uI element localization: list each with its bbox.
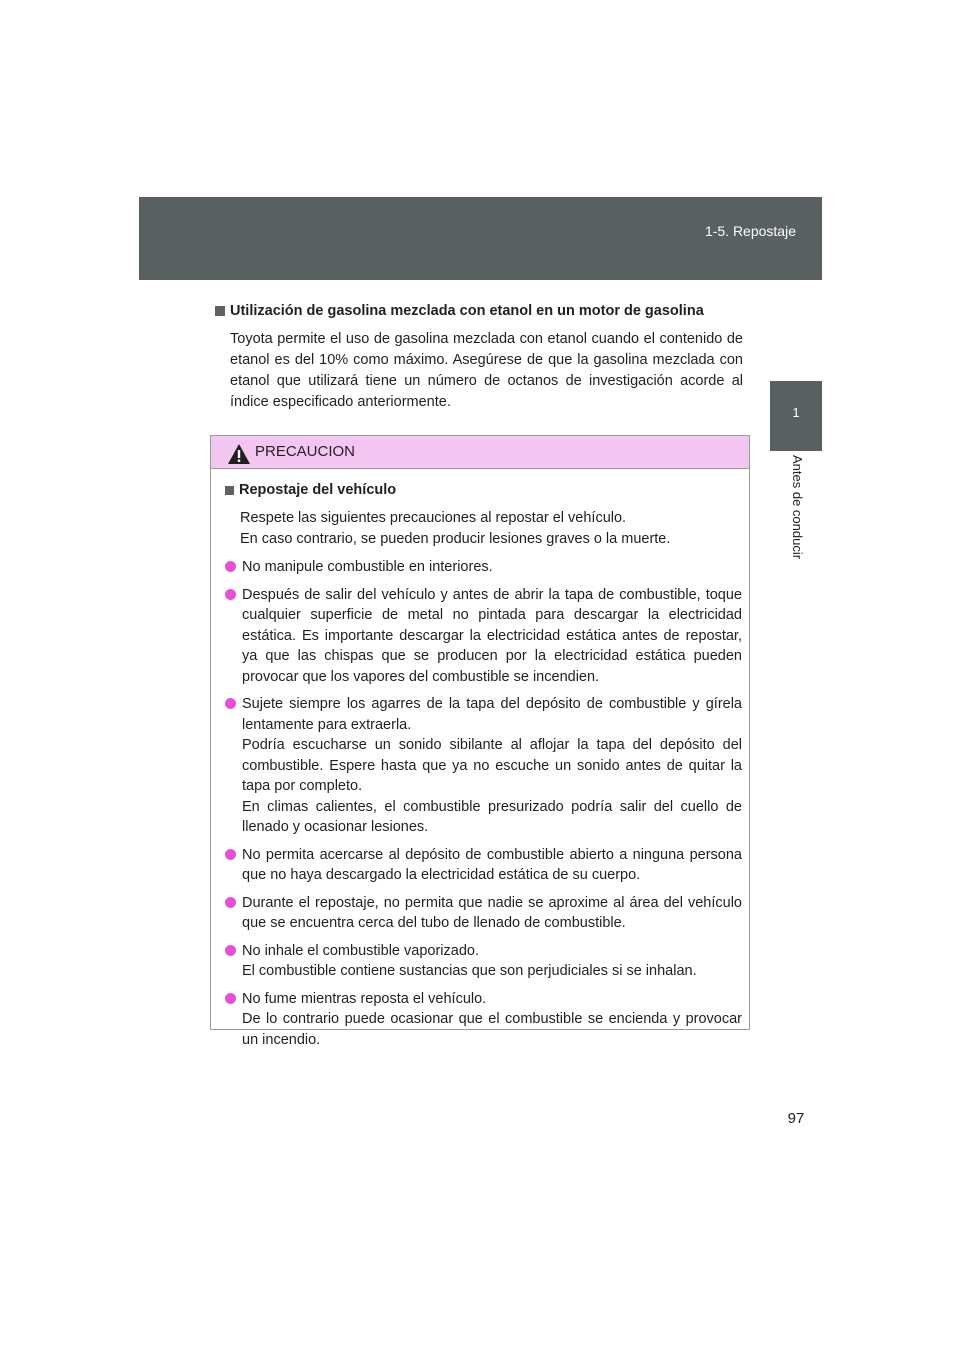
ethanol-paragraph: Toyota permite el uso de gasolina mezclada con etanol cuando el contenido de etanol es del 10% como máximo. Asegúrese de que la gasolina mezclada con etanol que utilizará tiene un número de octanos de investigación acorde al índice especificado anteriormente. [230,331,743,410]
caution-bullet-list [225,557,742,1050]
bullet-dot-icon [225,561,236,572]
page-number: 97 [787,1110,805,1127]
caution-bullet-item [225,941,742,982]
bullet-text: Sujete siempre los agarres de la tapa del depósito de combustible y gírela lentamente para extraerla. [242,696,742,733]
caution-header [211,436,749,469]
bullet-text: En climas calientes, el combustible presurizado podría salir del cuello de llenado y ocasionar lesiones. [242,798,742,835]
caution-bullet-item [225,845,742,886]
bullet-text: No permita acercarse al depósito de combustible abierto a ninguna persona que no haya descargado la electricidad estática de su cuerpo. [242,846,742,883]
bullet-dot-icon [225,849,236,860]
chapter-tab [770,381,822,451]
bullet-dot-icon [225,589,236,600]
bullet-text: De lo contrario puede ocasionar que el combustible se encienda y provocar un incendio. [242,1011,742,1048]
caution-bullet-item [225,585,742,688]
main-content [215,303,743,413]
caution-subheading-text: Repostaje del vehículo [239,482,397,498]
section-heading-text: Utilización de gasolina mezclada con etanol en un motor de gasolina [230,303,704,319]
bullet-dot-icon [225,897,236,908]
caution-intro [240,508,742,550]
square-bullet-icon [225,486,234,495]
caution-bullet-item [225,989,742,1051]
bullet-dot-icon [225,698,236,709]
warning-triangle-icon [227,443,251,465]
bullet-text: Durante el repostaje, no permita que nadie se aproxime al área del vehículo que se encuentra cerca del tubo de llenado de combustible. [242,894,742,931]
caution-bullet-item [225,557,742,578]
chapter-number: 1 [792,405,800,420]
bullet-text: El combustible contiene sustancias que son perjudiciales si se inhalan. [242,963,697,979]
chapter-title: Antes de conducir [790,455,805,560]
caution-title: PRECAUCION [255,443,356,460]
bullet-text: Podría escucharse un sonido sibilante al aflojar la tapa del depósito del combustible. Espere hasta que ya no escuche un sonido antes de quitar la tapa por completo. [242,737,742,794]
caution-body [211,469,749,1050]
caution-bullet-item [225,694,742,838]
section-heading [215,303,743,319]
caution-box [210,435,750,1048]
square-bullet-icon [215,306,225,316]
bullet-dot-icon [225,945,236,956]
caution-bullet-item [225,893,742,934]
bullet-text: Después de salir del vehículo y antes de abrir la tapa de combustible, toque cualquier superficie de metal no pintada para descargar la electricidad estática. Es importante descargar la electricidad estática antes de repostar, ya que las chispas que se producen por la electricidad estática pueden provocar que los vapores del combustible se incendien. [242,586,742,685]
bullet-text: No inhale el combustible vaporizado. [242,942,479,959]
intro-line: Respete las siguientes precauciones al repostar el vehículo. [240,510,627,526]
section-label: 1-5. Repostaje [704,223,796,239]
intro-line: En caso contrario, se pueden producir lesiones graves o la muerte. [240,531,671,547]
bullet-text: No fume mientras reposta el vehículo. [242,990,487,1007]
header-band [139,197,822,280]
caution-subheading [225,482,742,498]
bullet-dot-icon [225,993,236,1004]
bullet-text: No manipule combustible en interiores. [242,559,493,575]
